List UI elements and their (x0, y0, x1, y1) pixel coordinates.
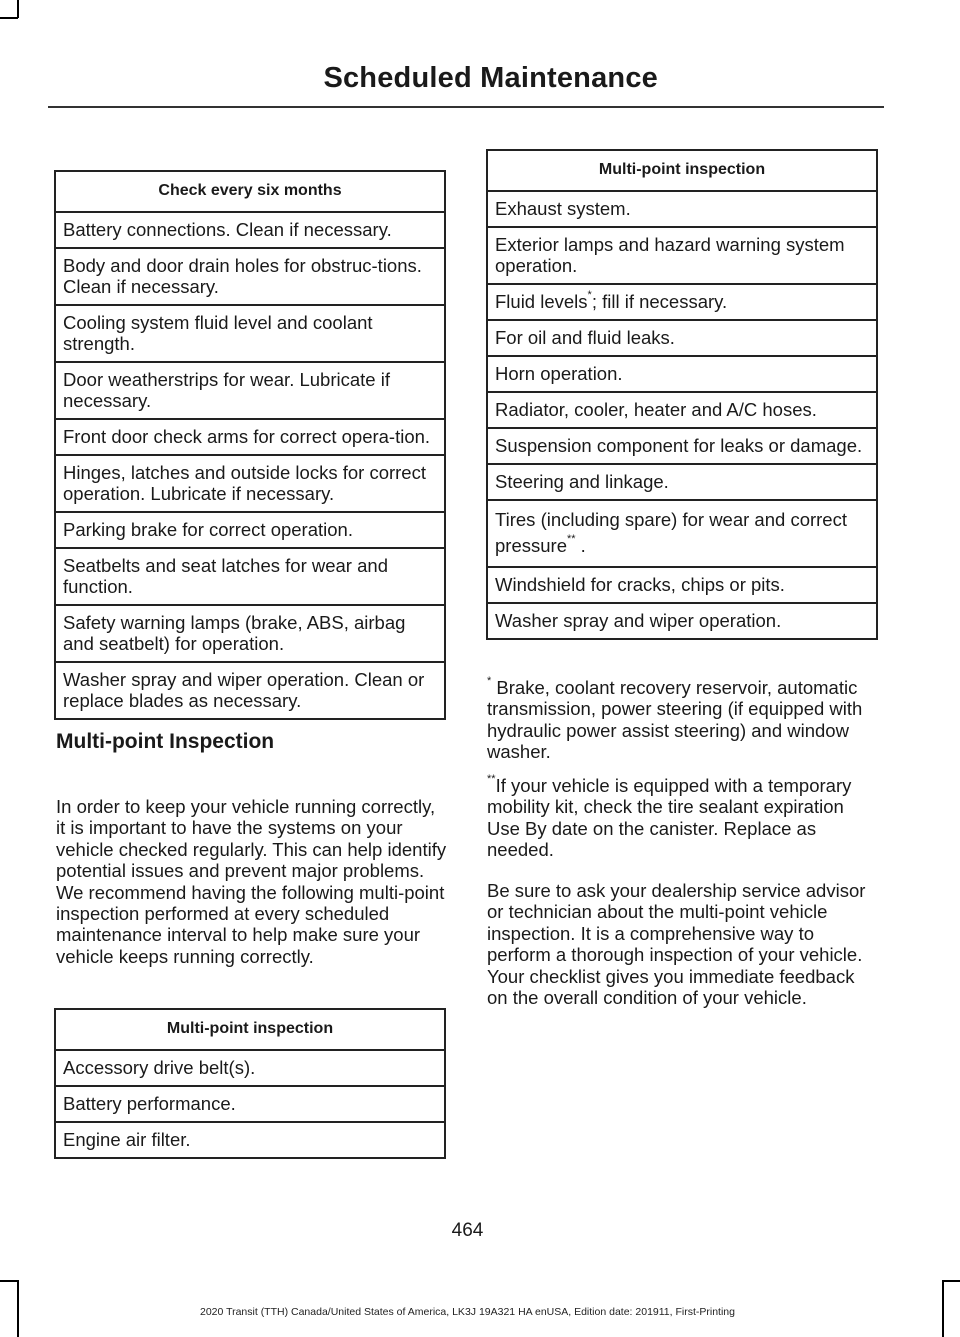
page-number: 464 (451, 1220, 484, 1241)
table-row: Horn operation. (487, 356, 877, 392)
closing-paragraph: Be sure to ask your dealership service advisor or technician about the multi-point vehicle inspection. It is a comprehensive way to perform a thorough inspection of your vehicle. Your checklist gives you immediate feedback on the overall condition of your vehicle. (487, 880, 866, 1009)
table-row: Suspension component for leaks or damage. (487, 428, 877, 464)
table-row: Battery connections. Clean if necessary. (55, 212, 445, 248)
table-row: Front door check arms for correct opera-tion. (55, 419, 445, 455)
table-row: Seatbelts and seat latches for wear and function. (55, 548, 445, 605)
table-row: Steering and linkage. (487, 464, 877, 500)
table-heading: Check every six months (55, 171, 445, 212)
table-row: Accessory drive belt(s). (55, 1050, 445, 1086)
multipoint-inspection-table-right (486, 149, 878, 640)
multipoint-inspection-table-left (54, 1008, 446, 1159)
edition-footer: 2020 Transit (TTH) Canada/United States of America, LK3J 19A321 HA enUSA, Edition date: 201911, First-Printing (199, 1306, 735, 1318)
table-row: Washer spray and wiper operation. Clean or replace blades as necessary. (55, 662, 445, 719)
crop-mark-bottom-right (942, 1280, 960, 1282)
footnote-marker: ** (487, 772, 496, 785)
crop-mark-bottom-left (0, 1280, 18, 1282)
row-text-suffix: . (575, 535, 586, 556)
table-row: Parking brake for correct operation. (55, 512, 445, 548)
footnote-text: Brake, coolant recovery reservoir, automatic transmission, power steering (if equipped with hydraulic power assist steering) and window washer. (487, 677, 863, 763)
footnote-marker: ** (566, 532, 576, 545)
footnote-single (487, 674, 879, 763)
table-row: Exterior lamps and hazard warning system operation. (487, 227, 877, 284)
table-row: Engine air filter. (55, 1122, 445, 1158)
page-title: Scheduled Maintenance (323, 62, 658, 94)
table-row (487, 500, 877, 567)
row-text-suffix: ; fill if necessary. (591, 291, 728, 312)
footnote-marker: * (487, 674, 492, 687)
table-row: Radiator, cooler, heater and A/C hoses. (487, 392, 877, 428)
table-row: Body and door drain holes for obstruc-tions. Clean if necessary. (55, 248, 445, 305)
table-row: Battery performance. (55, 1086, 445, 1122)
table-row (487, 284, 877, 320)
intro-paragraph: In order to keep your vehicle running correctly, it is important to have the systems on your vehicle checked regularly. This can help identify potential issues and prevent major problems. We recommend having the following multi-point inspection performed at every scheduled maintenance interval to help make sure your vehicle keeps running correctly. (56, 796, 447, 967)
table-row: Windshield for cracks, chips or pits. (487, 567, 877, 603)
table-row: Washer spray and wiper operation. (487, 603, 877, 639)
table-row: Hinges, latches and outside locks for correct operation. Lubricate if necessary. (55, 455, 445, 512)
footnote-double (487, 772, 879, 861)
footnote-marker: * (587, 288, 592, 301)
row-text: Tires (including spare) for wear and correct pressure (495, 509, 847, 556)
table-heading: Multi-point inspection (487, 150, 877, 191)
table-heading: Multi-point inspection (55, 1009, 445, 1050)
table-row: Cooling system fluid level and coolant strength. (55, 305, 445, 362)
table-row: Door weatherstrips for wear. Lubricate if necessary. (55, 362, 445, 419)
table-row: Exhaust system. (487, 191, 877, 227)
section-heading: Multi-point Inspection (56, 730, 275, 753)
crop-mark-top-left (17, 0, 19, 18)
header-divider (48, 106, 884, 108)
table-row: For oil and fluid leaks. (487, 320, 877, 356)
row-text: Fluid levels (495, 291, 588, 312)
crop-mark-top-left (0, 17, 18, 19)
footnote-text: If your vehicle is equipped with a temporary mobility kit, check the tire sealant expiration Use By date on the canister. Replace as needed. (487, 775, 852, 861)
table-row: Safety warning lamps (brake, ABS, airbag and seatbelt) for operation. (55, 605, 445, 662)
crop-mark-bottom-right (942, 1280, 944, 1337)
six-month-check-table (54, 170, 446, 720)
